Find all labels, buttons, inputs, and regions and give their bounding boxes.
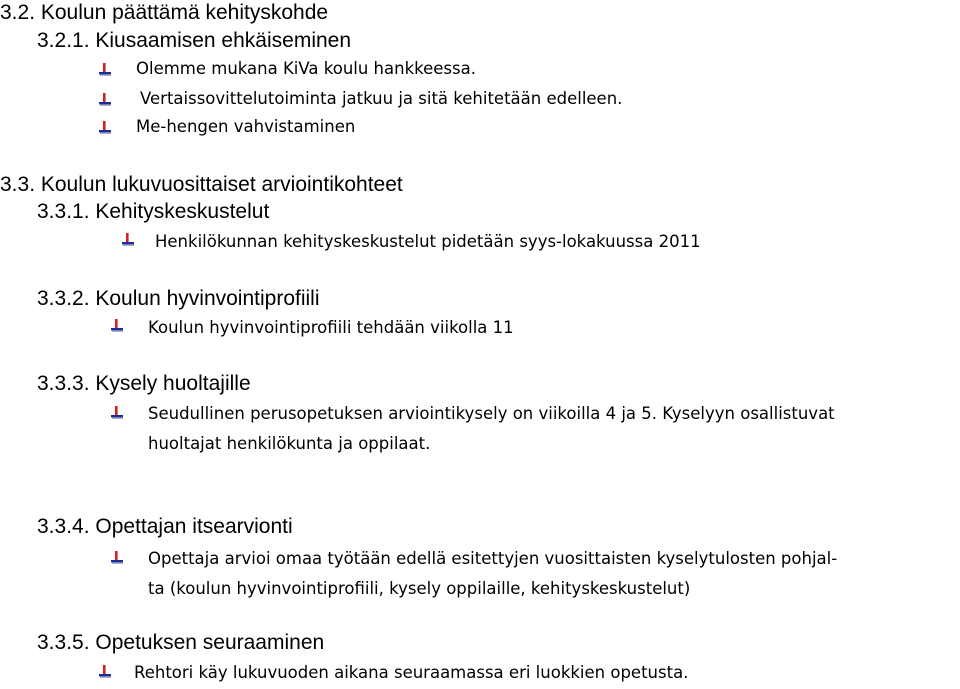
section-heading-3-2: 3.2. Koulun päättämä kehityskohde: [0, 1, 329, 24]
bullet-icon: [110, 550, 124, 566]
list-item: Olemme mukana KiVa koulu hankkeessa.: [136, 59, 476, 78]
subsection-heading-3-3-5: 3.3.5. Opetuksen seuraaminen: [37, 631, 325, 654]
subsection-heading-3-3-3: 3.3.3. Kysely huoltajille: [37, 372, 251, 395]
bullet-icon: [98, 92, 112, 108]
bullet-icon: [98, 664, 112, 680]
bullet-icon: [110, 318, 124, 334]
subsection-heading-3-3-2: 3.3.2. Koulun hyvinvointiprofiili: [37, 287, 320, 310]
list-item: Rehtori käy lukuvuoden aikana seuraamassa eri luokkien opetusta.: [134, 663, 689, 682]
bullet-icon: [121, 232, 135, 248]
list-item-line-2: ta (koulun hyvinvointiprofiili, kysely oppilaille, kehityskeskustelut): [148, 579, 691, 598]
section-heading-3-3: 3.3. Koulun lukuvuosittaiset arviointikohteet: [0, 173, 403, 196]
list-item: Me-hengen vahvistaminen: [136, 117, 356, 136]
list-item: Henkilökunnan kehityskeskustelut pidetään syys-lokakuussa 2011: [155, 232, 701, 251]
list-item-line-1: Opettaja arvioi omaa työtään edellä esitettyjen vuosittaisten kyselytulosten pohjal-: [148, 549, 838, 568]
bullet-icon: [110, 405, 124, 421]
list-item: Koulun hyvinvointiprofiili tehdään viikolla 11: [148, 318, 514, 337]
list-item-line-2: huoltajat henkilökunta ja oppilaat.: [148, 434, 431, 453]
subsection-heading-3-2-1: 3.2.1. Kiusaamisen ehkäiseminen: [37, 29, 352, 52]
subsection-heading-3-3-1: 3.3.1. Kehityskeskustelut: [37, 200, 270, 223]
list-item-line-1: Seudullinen perusopetuksen arviointikysely on viikoilla 4 ja 5. Kyselyyn osallistuvat: [148, 404, 835, 423]
bullet-icon: [98, 120, 112, 136]
list-item: Vertaissovittelutoiminta jatkuu ja sitä kehitetään edelleen.: [140, 89, 623, 108]
subsection-heading-3-3-4: 3.3.4. Opettajan itsearvionti: [37, 515, 293, 538]
bullet-icon: [98, 62, 112, 78]
